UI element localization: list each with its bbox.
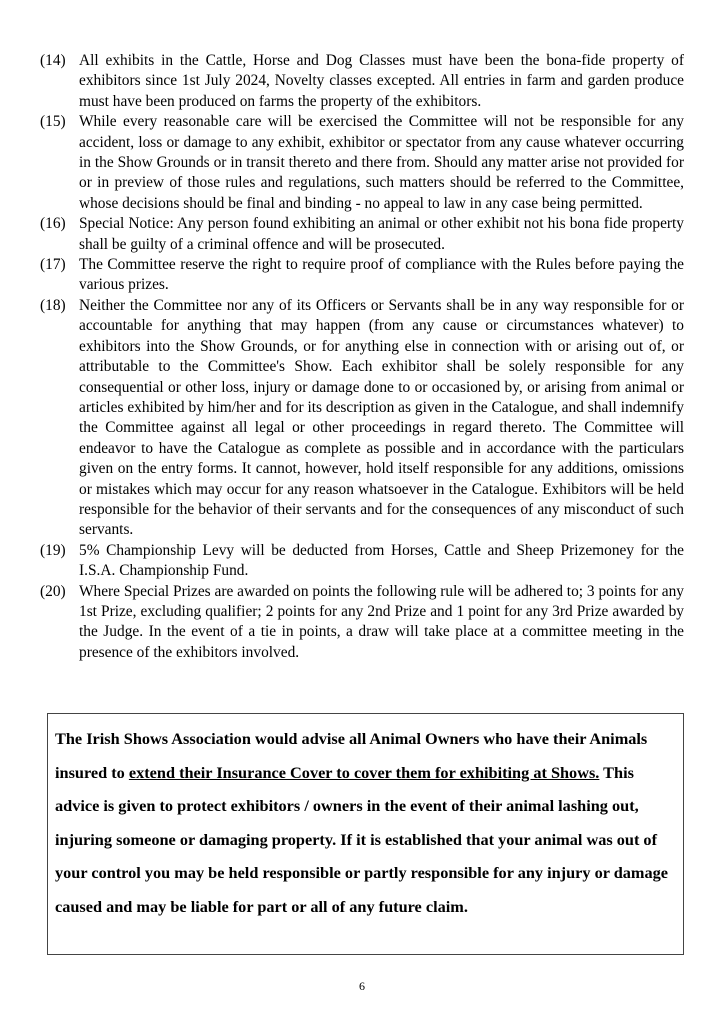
rule-item [40, 112, 684, 214]
rule-text: The Committee reserve the right to require proof of compliance with the Rules before paying the various prizes. [79, 256, 684, 294]
rule-text: 5% Championship Levy will be deducted from Horses, Cattle and Sheep Prizemoney for the I.S.A. Championship Fund. [79, 541, 684, 580]
rule-number: (20) [40, 582, 66, 600]
rule-item [40, 255, 684, 296]
rule-number: (19) [40, 541, 66, 559]
rule-item [40, 296, 684, 541]
rule-number: (15) [40, 113, 66, 131]
rule-item [40, 214, 684, 255]
notice-underlined-text: extend their Insurance Cover to cover them for exhibiting at Shows. [128, 762, 600, 782]
rule-text: Neither the Committee nor any of its Officers or Servants shall be in any way responsible for or accountable for anything that may happen (from any cause or circumstances whatever) to exhibitors into the Show Grounds, or for anything else in connection with or arising out of, or attributable to the Committee's Show. Each exhibitor shall be solely responsible for any consequential or other loss, injury or damage done to or occasioned by, or arising from animal or articles exhibited by him/her and for its description as given in the Catalogue, and shall indemnify the Committee against all legal or other proceedings in regard thereto. The Committee will endeavor to have the Catalogue as complete as possible and in accordance with the particulars given on the entry forms. It cannot, however, hold itself responsible for any additions, omissions or mistakes which may occur for any reason whatsoever in the Catalogue. Exhibitors will be held responsible for the behavior of their servants and for the consequences of any misconduct of such servants. [79, 296, 684, 539]
rule-text: Special Notice: Any person found exhibiting an animal or other exhibit not his bona fide property shall be guilty of a criminal offence and will be prosecuted. [79, 215, 684, 253]
rule-number: (18) [40, 296, 66, 314]
rule-text: Where Special Prizes are awarded on points the following rule will be adhered to; 3 points for any 1st Prize, excluding qualifier; 2 points for any 2nd Prize and 1 point for any 3rd Prize awarded by the Judge. In the event of a tie in points, a draw will take place at a committee meeting in the presence of the exhibitors involved. [79, 582, 684, 661]
rule-number: (17) [40, 256, 66, 274]
rule-item [40, 582, 684, 664]
notice-text-before: The Irish Shows Association would advise all Animal Owners who have their Animals insured to [55, 729, 648, 782]
rule-text: All exhibits in the Cattle, Horse and Dog Classes must have been the bona-fide property of exhibitors since 1st July 2024, Novelty classes excepted. All entries in farm and garden produce must have been produced on farms the property of the exhibitors. [79, 52, 684, 110]
rule-item [40, 51, 684, 112]
notice-text-after: This advice is given to protect exhibitors / owners in the event of their animal lashing out, injuring someone or damaging property. If it is established that your animal was out of your control you may be held responsible or partly responsible for any injury or damage caused and may be liable for part or all of any future claim. [55, 762, 669, 916]
page-number: 6 [359, 979, 365, 993]
rule-text: While every reasonable care will be exercised the Committee will not be responsible for any accident, loss or damage to any exhibit, exhibitor or spectator from any cause whatever occurring in the Show Grounds or in transit thereto and there from. Should any matter arise not provided for or in preview of those rules and regulations, such matters should be referred to the Committee, whose decisions should be final and binding - no appeal to law in any case being permitted. [79, 113, 684, 212]
rule-item [40, 541, 684, 582]
rules-list [40, 51, 684, 663]
rule-number: (14) [40, 52, 66, 69]
rule-number: (16) [40, 215, 66, 233]
insurance-notice-box [47, 713, 684, 955]
